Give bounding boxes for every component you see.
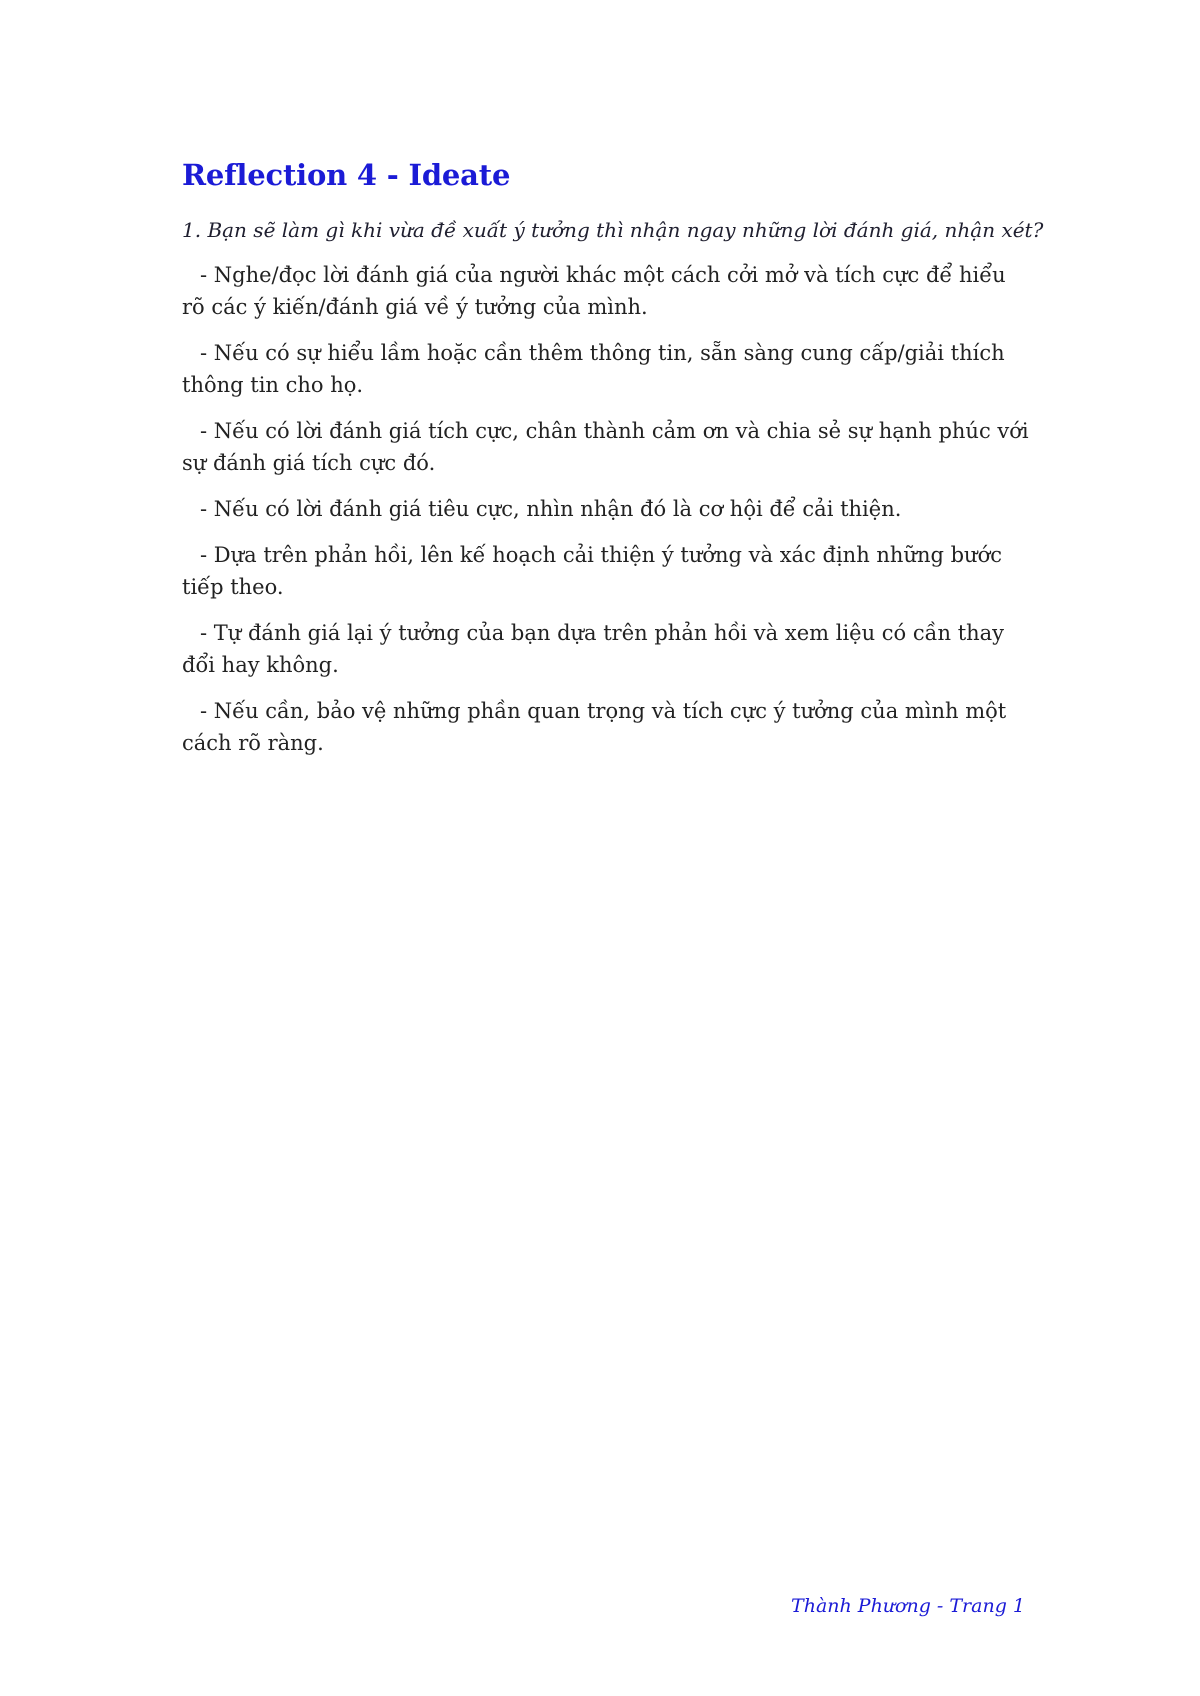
answer-item: - Nếu có sự hiểu lầm hoặc cần thêm thông tin, sẵn sàng cung cấp/giải thích thông tin cho họ. [182,341,1005,397]
answer-item: - Dựa trên phản hồi, lên kế hoạch cải thiện ý tưởng và xác định những bước tiếp theo. [182,543,1002,599]
page-footer: Thành Phương - Trang 1 [791,1595,1025,1617]
answer-item: - Nếu có lời đánh giá tích cực, chân thành cảm ơn và chia sẻ sự hạnh phúc với sự đánh giá tích cực đó. [182,419,1029,475]
answer-item: - Nghe/đọc lời đánh giá của người khác một cách cởi mở và tích cực để hiểu rõ các ý kiến/đánh giá về ý tưởng của mình. [182,263,1006,319]
answer-list [182,259,1032,773]
question-text: 1. Bạn sẽ làm gì khi vừa đề xuất ý tưởng thì nhận ngay những lời đánh giá, nhận xét? [182,218,1044,242]
answer-item: - Nếu cần, bảo vệ những phần quan trọng và tích cực ý tưởng của mình một cách rõ ràng. [182,699,1007,755]
answer-item: - Tự đánh giá lại ý tưởng của bạn dựa trên phản hồi và xem liệu có cần thay đổi hay không. [182,621,1005,677]
answer-item: - Nếu có lời đánh giá tiêu cực, nhìn nhận đó là cơ hội để cải thiện. [200,497,902,521]
page-title: Reflection 4 - Ideate [182,158,511,192]
